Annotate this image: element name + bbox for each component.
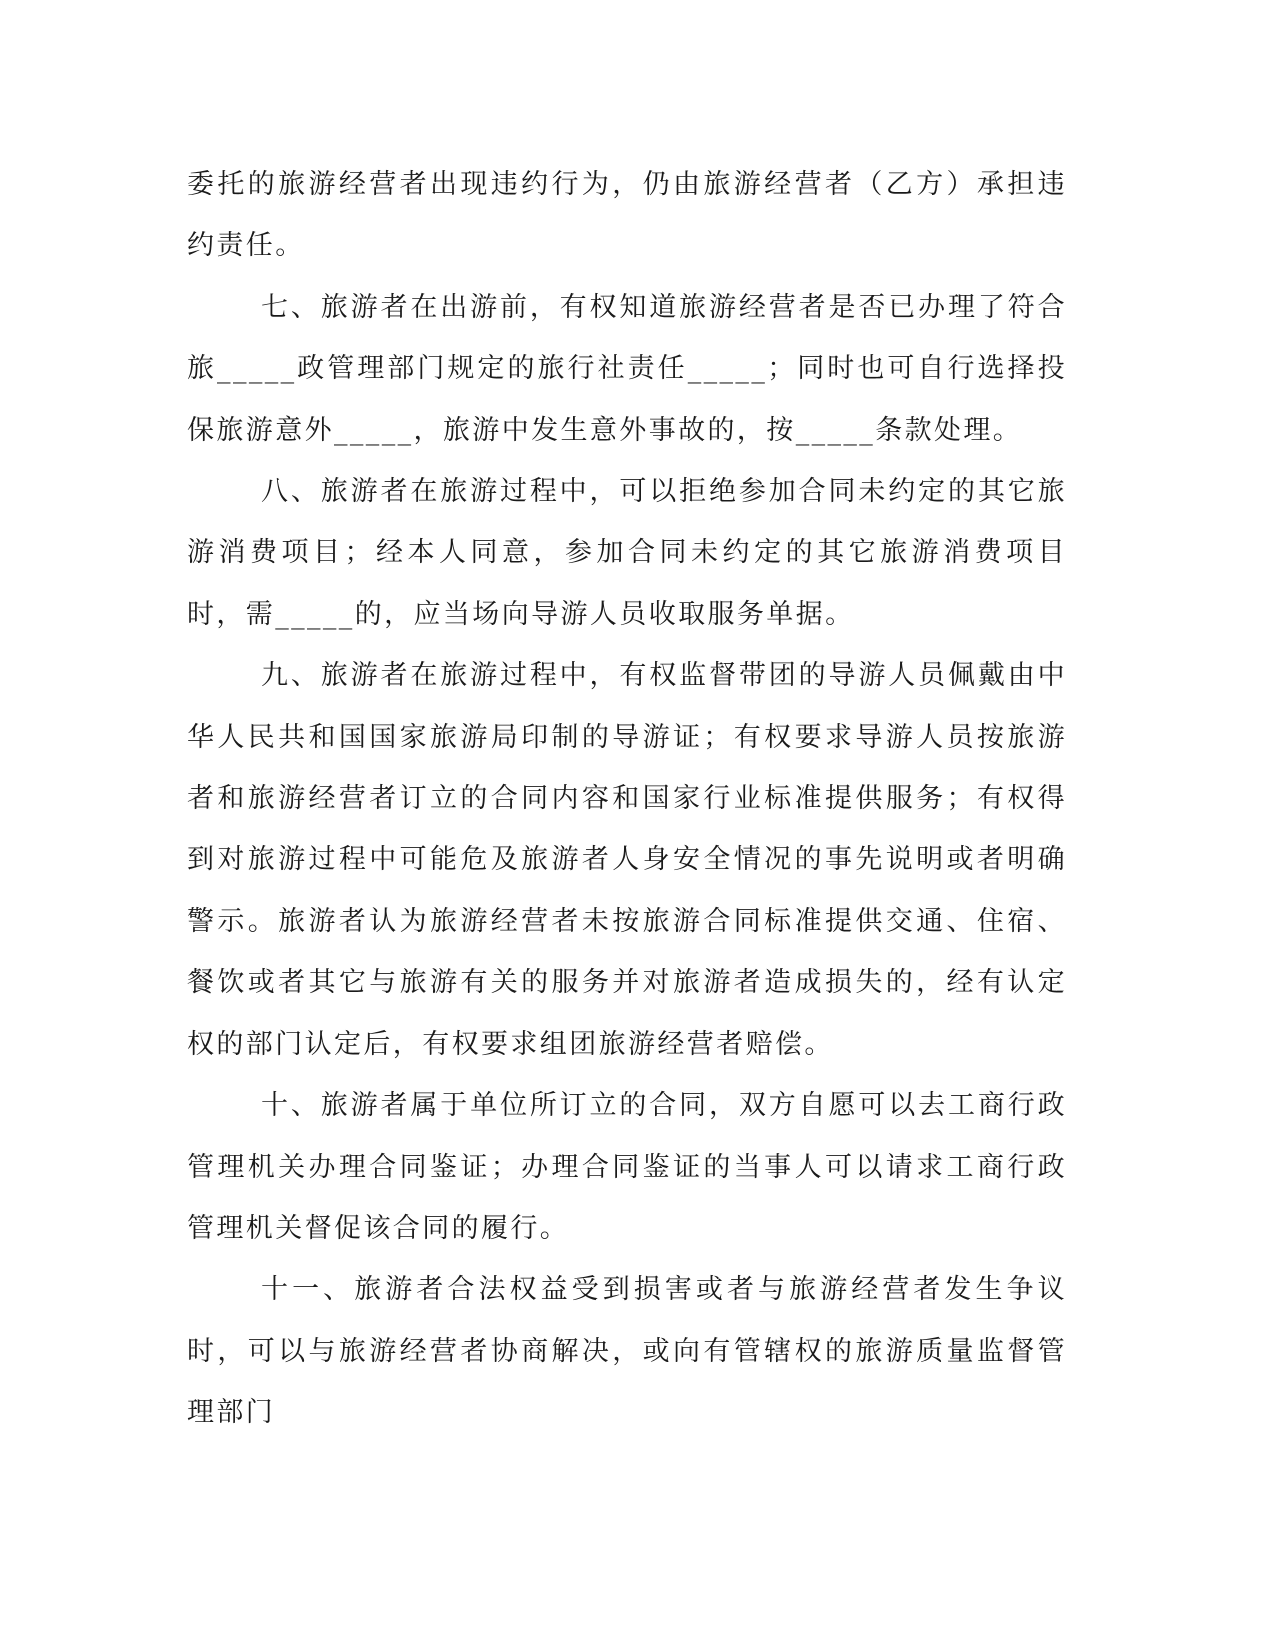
paragraph-continuation-liability: 委托的旅游经营者出现违约行为，仍由旅游经营者（乙方）承担违约责任。 xyxy=(187,169,1067,262)
paragraph-9-guide-supervision: 九、旅游者在旅游过程中，有权监督带团的导游人员佩戴由中华人民共和国国家旅游局印制的导游证；有权要求导游人员按旅游者和旅游经营者订立的合同内容和国家行业标准提供服务；有权得到对旅游过程中可能危及旅游者人身安全情况的事先说明或者明确警示。旅游者认为旅游经营者未按旅游合同标准提供交通、住宿、餐饮或者其它与旅游有关的服务并对旅游者造成损失的，经有认定权的部门认定后，有权要求组团旅游经营者赔偿。 xyxy=(187,660,1067,1060)
document-body xyxy=(187,154,1067,1444)
paragraph-11-dispute-resolution: 十一、旅游者合法权益受到损害或者与旅游经营者发生争议时，可以与旅游经营者协商解决，或向有管辖权的旅游质量监督管理部门 xyxy=(187,1274,1067,1429)
paragraph-8-consumption-items: 八、旅游者在旅游过程中，可以拒绝参加合同未约定的其它旅游消费项目；经本人同意，参加合同未约定的其它旅游消费项目时，需_____的，应当场向导游人员收取服务单据。 xyxy=(187,476,1067,630)
paragraph-10-contract-verification: 十、旅游者属于单位所订立的合同，双方自愿可以去工商行政管理机关办理合同鉴证；办理合同鉴证的当事人可以请求工商行政管理机关督促该合同的履行。 xyxy=(187,1090,1067,1244)
paragraph-7-insurance: 七、旅游者在出游前，有权知道旅游经营者是否已办理了符合旅_____政管理部门规定的旅行社责任_____；同时也可自行选择投保旅游意外_____，旅游中发生意外事故的，按_____条款处理。 xyxy=(187,291,1067,446)
